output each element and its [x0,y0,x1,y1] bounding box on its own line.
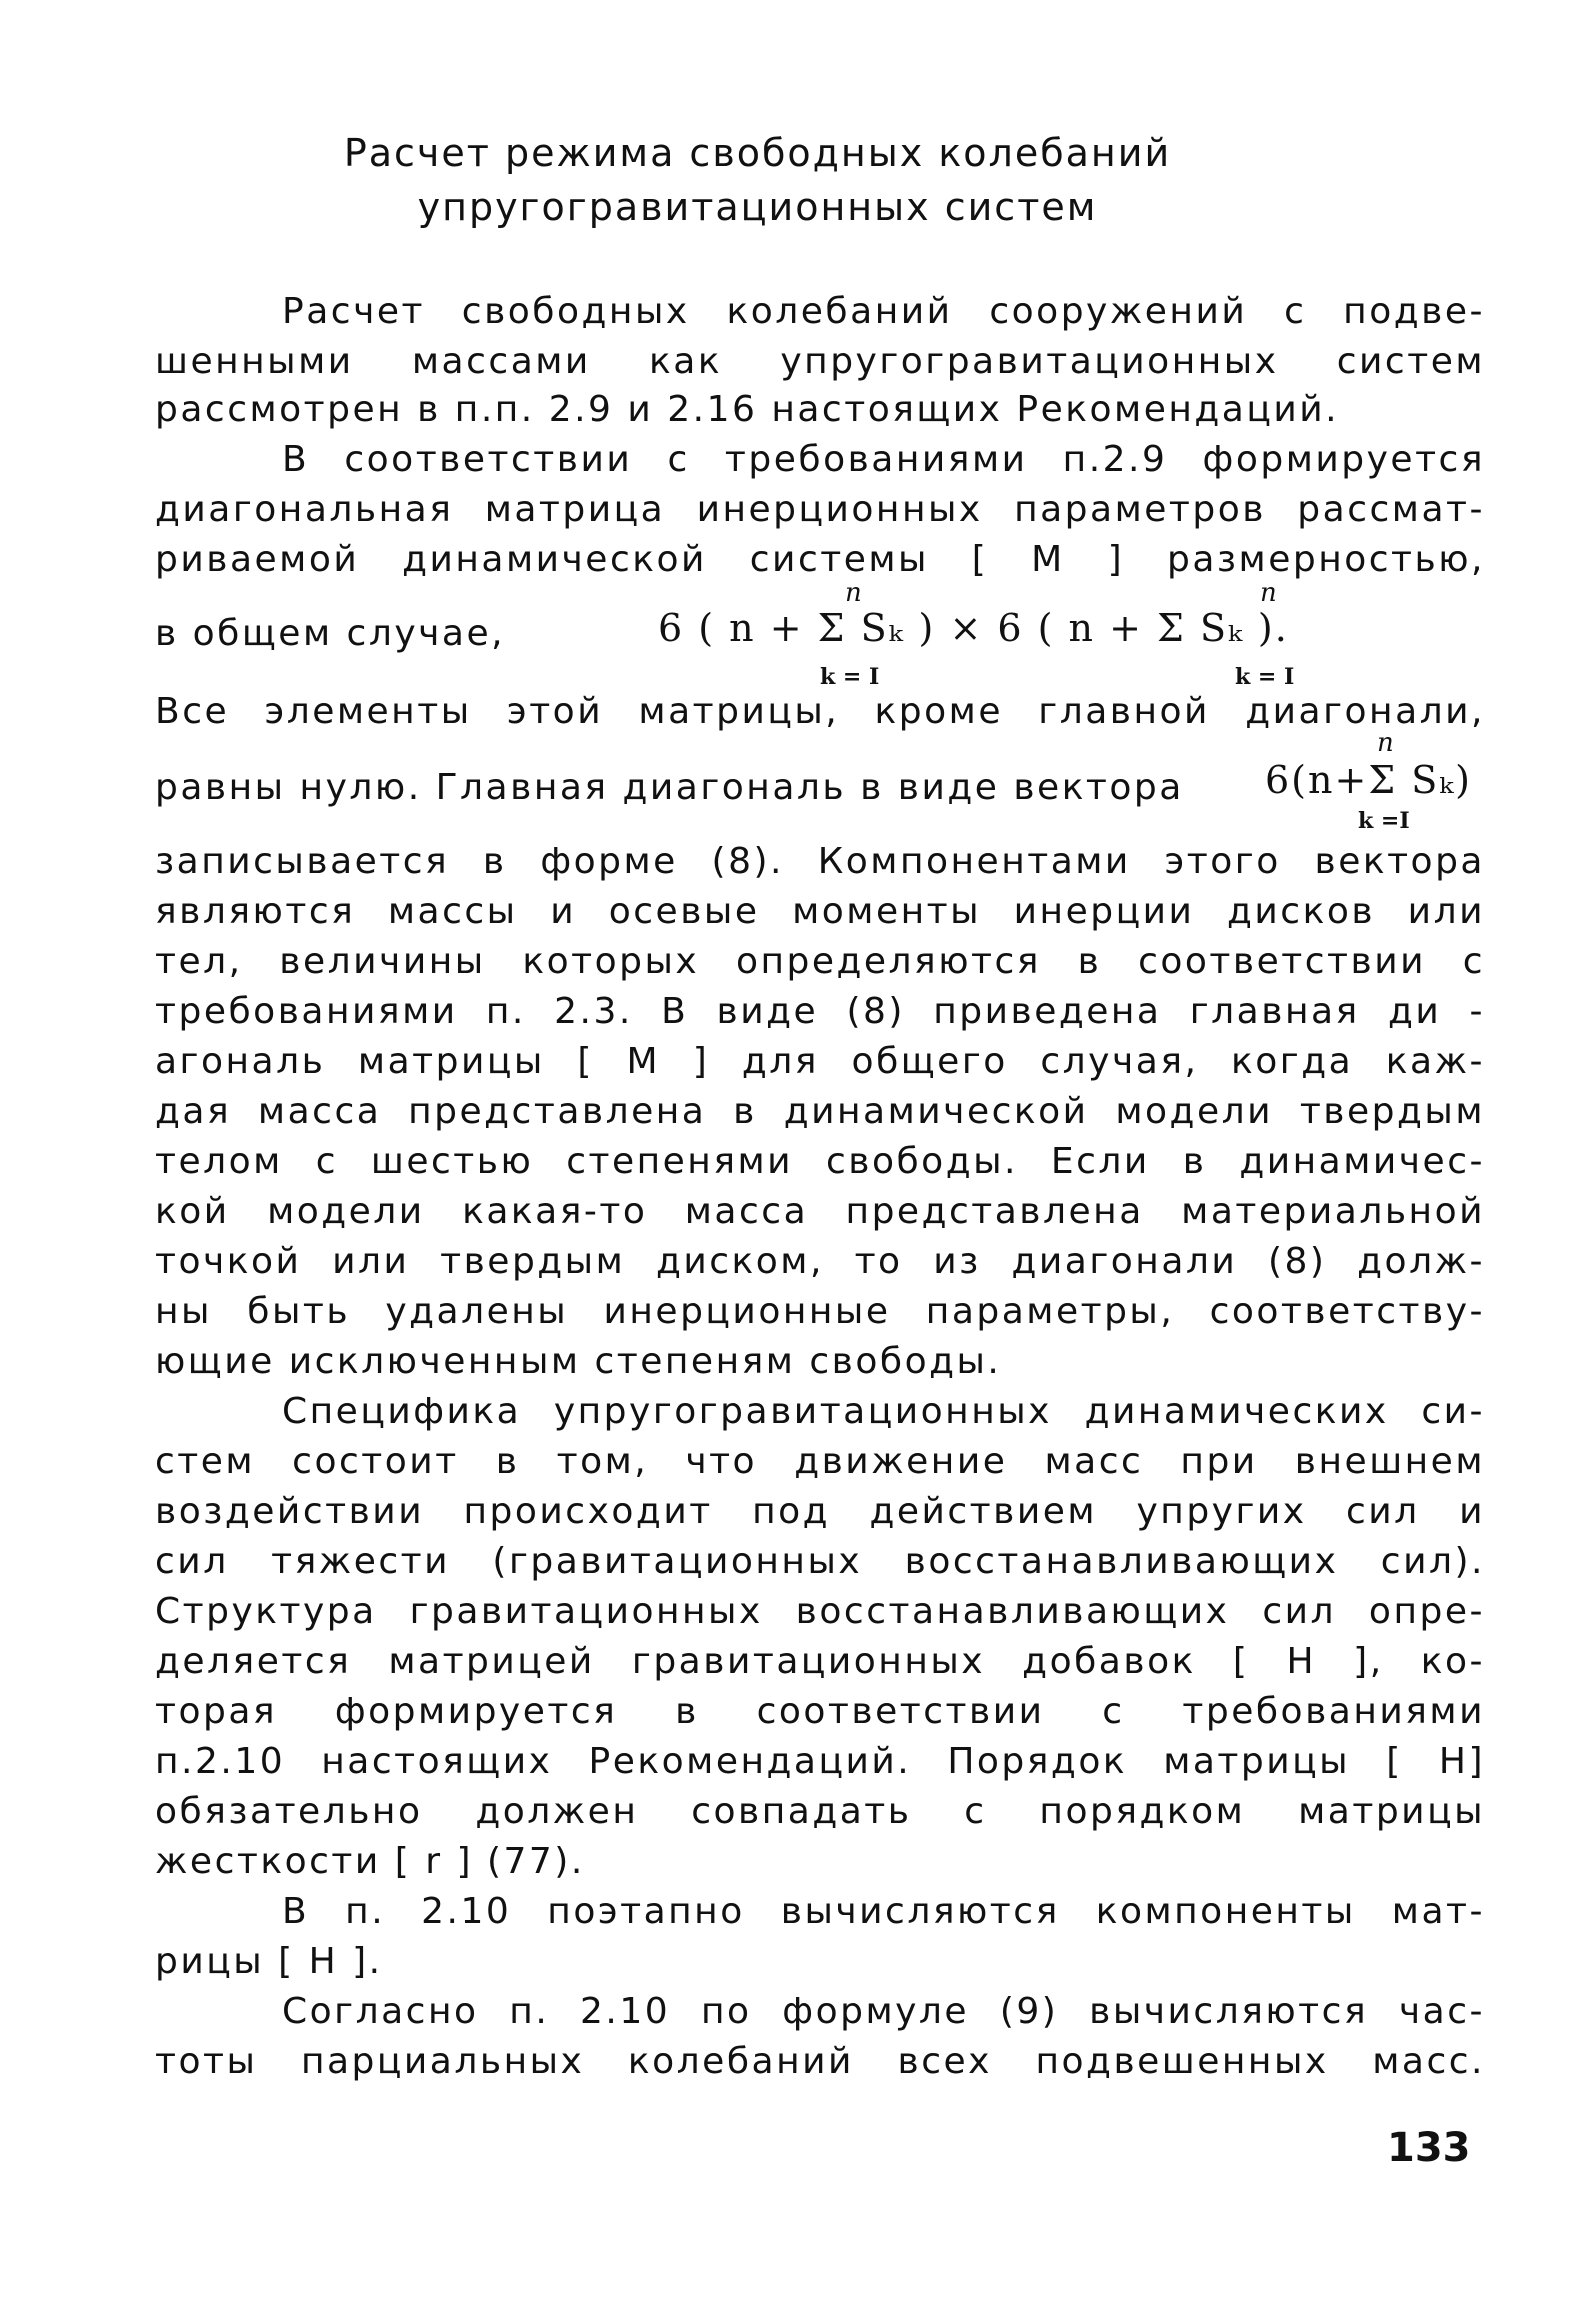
formula-1-sum-lower-limit-2: k = I [1235,664,1295,690]
paragraph-3-line-8: п.2.10 настоящих Рекомендаций. Порядок матрицы [ H] [155,1741,1485,1782]
paragraph-2-rest-line-1: записывается в форме (8). Компонентами этого вектора [155,841,1485,882]
paragraph-3-line-2: стем состоит в том, что движение масс при внешнем [155,1441,1485,1482]
paragraph-2-rest-line-5: агональ матрицы [ M ] для общего случая, когда каж- [155,1041,1485,1082]
paragraph-2-rest-line-7: телом с шестью степенями свободы. Если в динамичес- [155,1141,1485,1182]
paragraph-2-line-3: риваемой динамической системы [ M ] размерностью, [155,539,1485,580]
paragraph-2-rest-line-11: ющие исключенным степеням свободы. [155,1341,1002,1382]
paragraph-5-line-2: тоты парциальных колебаний всех подвешенных масс. [155,2041,1485,2082]
paragraph-3-line-3: воздействии происходит под действием упругих сил и [155,1491,1485,1532]
paragraph-3-line-1: Специфика упругогравитационных динамических си- [282,1391,1485,1432]
paragraph-2-rest-line-9: точкой или твердым диском, то из диагонали (8) долж- [155,1241,1485,1282]
paragraph-1-line-1: Расчет свободных колебаний сооружений с подве- [282,291,1485,332]
paragraph-3-line-5: Структура гравитационных восстанавливающих сил опре- [155,1591,1485,1632]
formula-2: 6(n+Σ Sₖ) [1265,758,1472,802]
paragraph-1-line-2: шенными массами как упругогравитационных систем [155,341,1485,382]
paragraph-3-line-10: жесткости [ r ] (77). [155,1841,585,1882]
paragraph-3-line-7: торая формируется в соответствии с требованиями [155,1691,1485,1732]
paragraph-1-line-3: рассмотрен в п.п. 2.9 и 2.16 настоящих Рекомендаций. [155,389,1340,430]
paragraph-2-rest-line-8: кой модели какая-то масса представлена материальной [155,1191,1485,1232]
page-number: 133 [1387,2125,1471,2171]
paragraph-2-rest-line-10: ны быть удалены инерционные параметры, соответству- [155,1291,1485,1332]
paragraph-3-line-9: обязательно должен совпадать с порядком матрицы [155,1791,1485,1832]
paragraph-4-line-2: рицы [ H ]. [155,1941,383,1982]
paragraph-4-line-1: В п. 2.10 поэтапно вычисляются компоненты мат- [282,1891,1485,1932]
paragraph-2-rest-line-2: являются массы и осевые моменты инерции дисков или [155,891,1485,932]
formula-1-sum-upper-limit: n [845,578,862,608]
paragraph-2-line-2: диагональная матрица инерционных параметров рассмат- [155,489,1485,530]
paragraph-2-cont-line-1: Все элементы этой матрицы, кроме главной диагонали, [155,691,1485,732]
formula-1-sum-lower-limit: k = I [820,664,880,690]
section-title-line-1: Расчет режима свободных колебаний [343,131,1172,175]
formula-2-sum-lower-limit: k =I [1358,808,1410,834]
formula-2-sum-upper-limit: n [1377,728,1394,758]
paragraph-3-line-6: деляется матрицей гравитационных добавок [ H ], ко- [155,1641,1485,1682]
section-title-line-2: упругогравитационных систем [417,185,1098,229]
paragraph-2-rest-line-3: тел, величины которых определяются в соответствии с [155,941,1485,982]
paragraph-2-rest-line-4: требованиями п. 2.3. В виде (8) приведена главная ди - [155,991,1485,1032]
formula-1: 6 ( n + Σ Sₖ ) × 6 ( n + Σ Sₖ ). [658,606,1289,650]
vector-lead: равны нулю. Главная диагональ в виде вектора [155,767,1184,808]
paragraph-5-line-1: Согласно п. 2.10 по формуле (9) вычисляются час- [282,1991,1485,2032]
paragraph-3-line-4: сил тяжести (гравитационных восстанавливающих сил). [155,1541,1485,1582]
formula-1-lead: в общем случае, [155,613,506,654]
formula-1-sum-upper-limit-2: n [1260,578,1277,608]
paragraph-2-line-1: В соответствии с требованиями п.2.9 формируется [282,439,1485,480]
paragraph-2-rest-line-6: дая масса представлена в динамической модели твердым [155,1091,1485,1132]
